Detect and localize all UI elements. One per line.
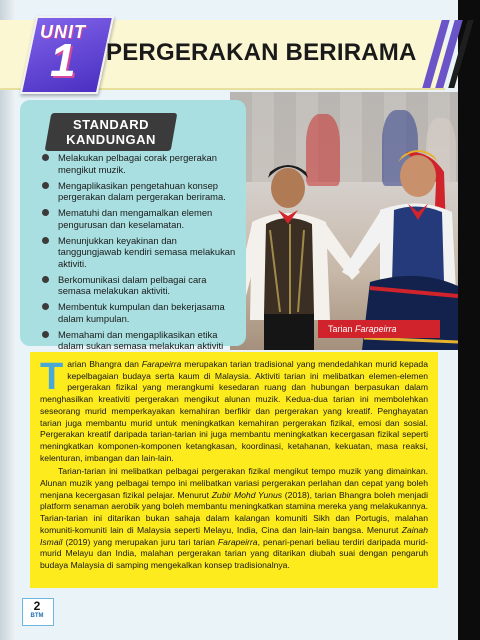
bullet-icon [42, 331, 49, 338]
text-run-italic: Farapeirra [217, 536, 258, 547]
list-item-text: Memahami dan mengaplikasikan etika dalam sukan semasa melakukan aktiviti [58, 328, 224, 351]
paragraph-2 [40, 466, 428, 571]
title-line: STANDARD [73, 117, 149, 132]
list-item-text: Menunjukkan keyakinan dan tanggungjawab kendiri semasa melakukan aktiviti. [58, 234, 236, 269]
caption-dance-name: Farapeirra [355, 324, 397, 334]
text-run-italic: Farapeirra [141, 359, 182, 369]
photo-caption [318, 320, 440, 338]
list-item [38, 180, 238, 203]
list-item-text: Melakukan pelbagai corak pergerakan mengikut muzik. [58, 152, 217, 175]
body-text [40, 356, 428, 574]
bullet-icon [42, 209, 49, 216]
standard-kandungan-list [38, 152, 238, 368]
dance-photo [230, 92, 458, 350]
bullet-icon [42, 154, 49, 161]
list-item-text: Mematuhi dan mengamalkan elemen pengurusan dan keselamatan. [58, 207, 213, 230]
unit-label: UNIT [40, 22, 86, 42]
list-item-text: Berkomunikasi dalam pelbagai cara semasa melakukan aktiviti. [58, 273, 207, 296]
list-item [38, 301, 238, 324]
text-run: , penari-penari beliau terdiri daripada murid-murid Melayu dan India, malahan pergerakan tarian yang ditarikan diubah suai dengan pengaruh budaya Malaysia di samping mengekalkan konsep tradisionalnya. [40, 536, 428, 570]
drop-cap: T [40, 356, 64, 398]
bullet-icon [42, 276, 49, 283]
page-title: PERGERAKAN BERIRAMA [106, 39, 417, 66]
list-item-text: Mengaplikasikan pengetahuan konsep pergerakan dalam pergerakan berirama. [58, 179, 226, 202]
publisher-logo: BTM [30, 613, 44, 619]
list-item [38, 152, 238, 175]
text-run: Tarian-tarian ini melibatkan pelbagai pergerakan fizikal mengikut tempo muzik yang dimainkan. Alunan muzik yang pelbagai tempo ini melibatkan variasi pergerakan perlahan dan cepat yang boleh menjana kecergasan fizikal pelajar. Menurut [40, 466, 428, 500]
text-run-italic: Zainah Ismail [40, 524, 428, 547]
title-line: KANDUNGAN [66, 132, 156, 147]
text-run: (2019) yang merupakan juru tari tarian [62, 536, 218, 547]
caption-prefix: Tarian [328, 324, 356, 334]
page-number: 2 [33, 599, 41, 613]
list-item-text: Membentuk kumpulan dan bekerjasama dalam kumpulan. [58, 301, 225, 324]
text-run-italic: Zubir Mohd Yunus [211, 489, 283, 500]
bullet-icon [42, 303, 49, 310]
unit-number: 1 [50, 34, 76, 86]
bullet-icon [42, 237, 49, 244]
list-item [38, 235, 238, 270]
text-run: arian Bhangra dan [67, 359, 142, 369]
text-run: merupakan tarian tradisional yang mendedahkan murid kepada kepelbagaian budaya serta kaum di Malaysia. Aktiviti tarian ini melibatkan elemen-elemen pergerakan fizikal yang merangkumi kesedaran ruang dan hubungan berpasukan dalam menghasilkan kreativiti pergerakan mengikut alunan muzik. Kedua-dua tarian ini membolehkan seseorang murid memperkayakan kemahiran berfikir dan pergerakan yang kreatif. Penghayatan tarian juga membantu murid untuk meningkatkan kemahiran pergerakan fizikal, emosi dan sosial. Pergerakan kreatif daripada tarian-tarian ini juga membantu meningkatkan kecergasan fizikal seperti meningkatkan komponen-komponen ketangkasan, koordinasi, ketahanan, kekuatan, masa reaksi, kelenturan, imbangan dan lain-lain. [40, 359, 428, 463]
page-gutter-shade [0, 0, 16, 640]
text-run: (2018), tarian Bhangra boleh menjadi platform senaman aerobik yang boleh membantu meningkatkan stamina mereka yang melakukannya. Tarian-tarian ini ditarikan bukan sahaja dalam kalangan komuniti Sikh dan Portugis, malahan komuniti-komuniti lain di Malaysia seperti Melayu, India, Cina dan lain-lain bangsa. Menurut [40, 489, 428, 535]
standard-kandungan-title [50, 117, 172, 147]
bullet-icon [42, 182, 49, 189]
paragraph-1 [40, 356, 428, 464]
female-dancer [230, 92, 458, 350]
list-item [38, 207, 238, 230]
list-item [38, 274, 238, 297]
page-edge-bar [458, 0, 480, 640]
